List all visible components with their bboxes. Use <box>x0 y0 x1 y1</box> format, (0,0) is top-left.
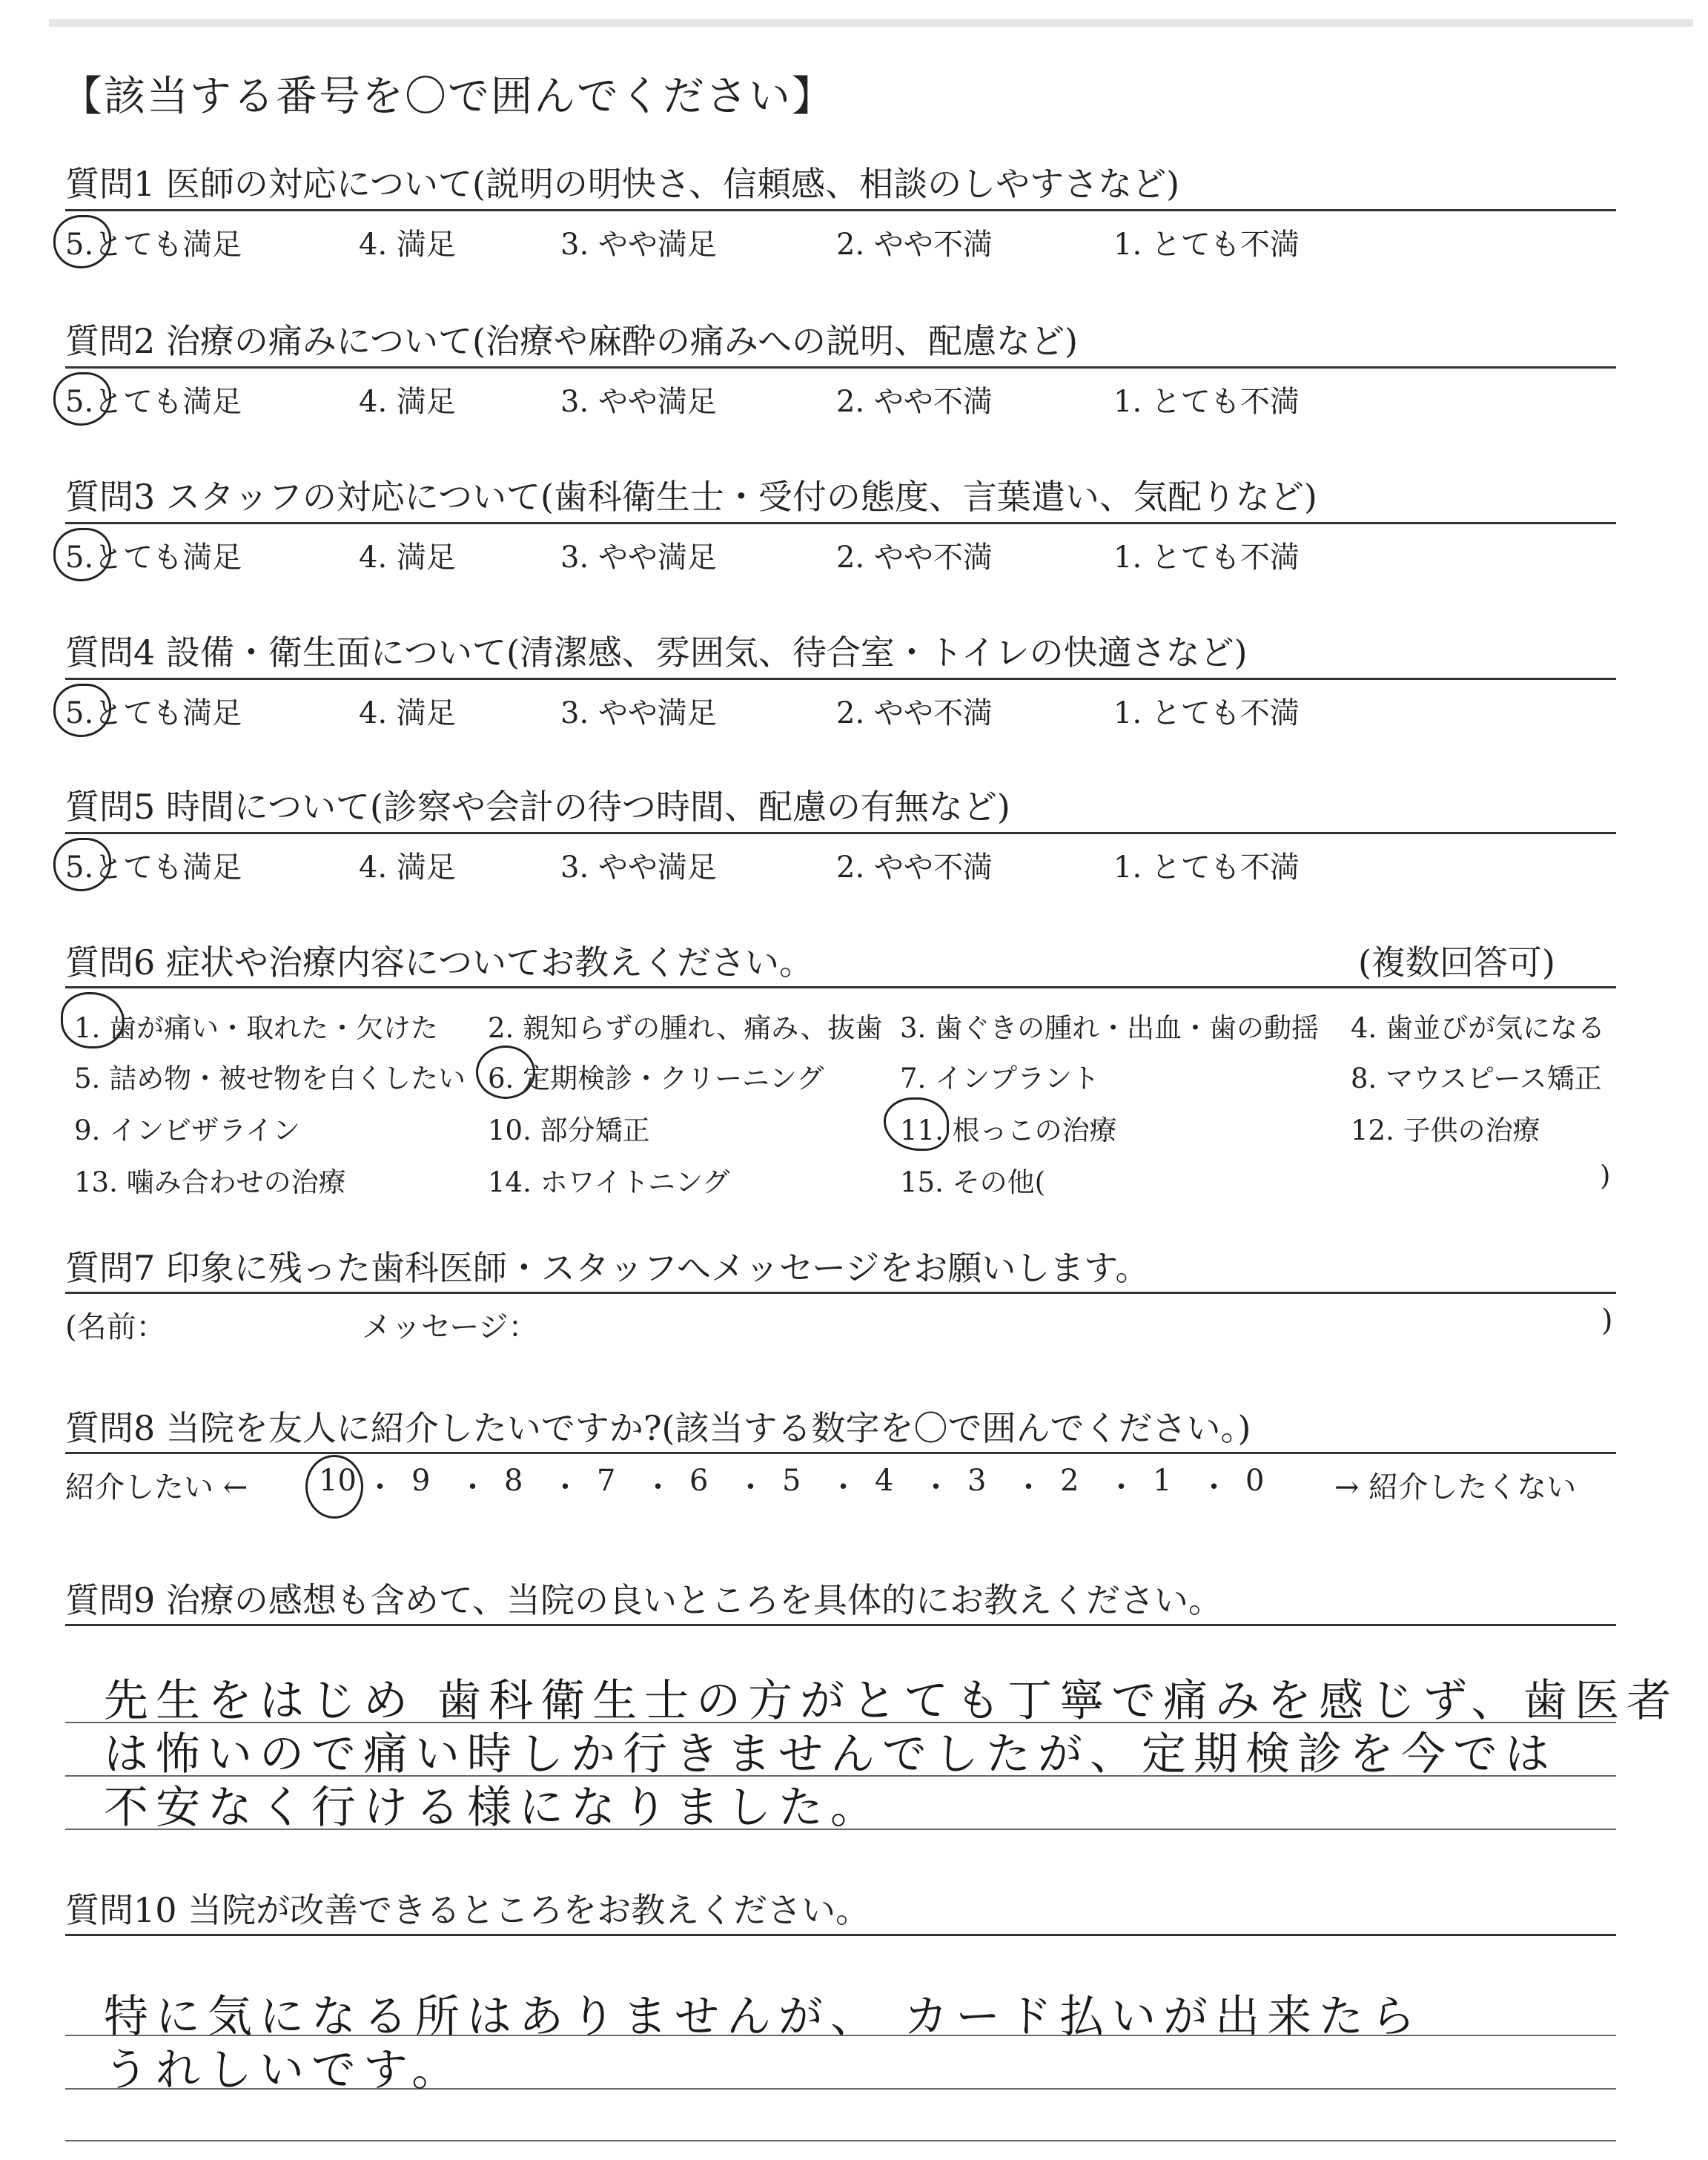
q6-item-14[interactable]: 14. ホワイトニング <box>488 1166 730 1198</box>
q6-selection-circle-11 <box>884 1097 949 1151</box>
q2-title: 質問2 治療の痛みについて(治療や麻酔の痛みへの説明、配慮など) <box>65 321 1078 361</box>
q10-writing-line-3 <box>65 2140 1616 2141</box>
q9-title: 質問9 治療の感想も含めて、当院の良いところを具体的にお教えください。 <box>65 1580 1222 1620</box>
q4-option-4[interactable]: 4. 満足 <box>359 696 456 730</box>
q4-option-2[interactable]: 2. やや不満 <box>836 696 993 730</box>
q7-close-paren: ) <box>1601 1304 1613 1338</box>
q10-answer-line-1: 特に気になる所はありませんが、 カード払いが出来たら <box>104 1991 1423 2043</box>
q4-rule <box>65 678 1616 680</box>
q8-scale-value[interactable]: 1 <box>1153 1464 1172 1498</box>
q9-rule <box>65 1624 1616 1626</box>
q5-option-2[interactable]: 2. やや不満 <box>836 851 993 885</box>
q10-answer-line-2: うれしいです。 <box>104 2044 464 2096</box>
q4-title: 質問4 設備・衛生面について(清潔感、雰囲気、待合室・トイレの快適さなど) <box>65 633 1248 673</box>
q4-option-5[interactable]: 5.とても満足 <box>65 696 242 730</box>
q5-rule <box>65 832 1616 834</box>
q8-scale-value[interactable]: 2 <box>1060 1464 1079 1498</box>
q8-scale-value[interactable]: 3 <box>967 1464 987 1498</box>
q9-answer-line-2: は怖いので痛い時しか行きませんでしたが、定期検診を今では <box>104 1728 1557 1780</box>
q6-item-8[interactable]: 8. マウスピース矯正 <box>1351 1063 1602 1094</box>
q2-option-2[interactable]: 2. やや不満 <box>836 385 993 419</box>
q8-scale-separator: ・ <box>643 1470 673 1505</box>
q8-scale-value[interactable]: 10 <box>319 1464 357 1498</box>
q6-item-13[interactable]: 13. 噛み合わせの治療 <box>74 1166 346 1198</box>
q6-item-7[interactable]: 7. インプラント <box>900 1063 1100 1094</box>
q3-option-3[interactable]: 3. やや満足 <box>560 541 717 575</box>
q9-answer-line-1: 先生をはじめ 歯科衛生士の方がとても丁寧で痛みを感じず、歯医者 <box>104 1675 1679 1727</box>
q6-item-11[interactable]: 11. 根っこの治療 <box>900 1114 1117 1146</box>
q3-option-5[interactable]: 5.とても満足 <box>65 541 242 575</box>
q5-option-1[interactable]: 1. とても不満 <box>1113 851 1300 885</box>
q6-item-6[interactable]: 6. 定期検診・クリーニング <box>488 1063 824 1094</box>
q8-scale-separator: ・ <box>1199 1470 1229 1505</box>
q8-scale-separator: ・ <box>1106 1470 1136 1505</box>
q6-item-10[interactable]: 10. 部分矯正 <box>488 1114 650 1146</box>
scan-edge <box>49 19 1693 27</box>
q6-selection-circle-6 <box>476 1046 535 1099</box>
q8-right-label: → 紹介したくない <box>1334 1470 1577 1505</box>
q3-rule <box>65 522 1616 524</box>
q10-rule <box>65 1934 1616 1936</box>
q5-option-3[interactable]: 3. やや満足 <box>560 851 717 885</box>
q6-selection-circle-1 <box>61 992 125 1048</box>
q6-item-15[interactable]: 15. その他( <box>900 1166 1046 1198</box>
q2-option-4[interactable]: 4. 満足 <box>359 385 456 419</box>
q6-item-4[interactable]: 4. 歯並びが気になる <box>1351 1012 1606 1044</box>
q6-item-3[interactable]: 3. 歯ぐきの腫れ・出血・歯の動揺 <box>900 1012 1320 1044</box>
q8-scale-separator: ・ <box>1013 1470 1044 1505</box>
q8-left-label: 紹介したい ← <box>65 1470 248 1505</box>
q1-title: 質問1 医師の対応について(説明の明快さ、信頼感、相談のしやすさなど) <box>65 164 1180 204</box>
q8-scale-value[interactable]: 5 <box>782 1464 801 1498</box>
q7-title: 質問7 印象に残った歯科医師・スタッフへメッセージをお願いします。 <box>65 1248 1150 1288</box>
q10-title: 質問10 当院が改善できるところをお教えください。 <box>65 1890 870 1930</box>
q8-rule <box>65 1452 1616 1454</box>
q7-name-label: (名前： <box>65 1310 166 1344</box>
q1-option-5[interactable]: 5.とても満足 <box>65 228 242 262</box>
q5-option-4[interactable]: 4. 満足 <box>359 851 456 885</box>
q6-item-9[interactable]: 9. インビザライン <box>74 1114 300 1146</box>
q8-scale-value[interactable]: 0 <box>1245 1464 1265 1498</box>
q8-scale-value[interactable]: 4 <box>875 1464 894 1498</box>
q3-option-2[interactable]: 2. やや不満 <box>836 541 993 575</box>
q6-rule <box>65 986 1616 988</box>
q5-option-5[interactable]: 5.とても満足 <box>65 851 242 885</box>
q8-scale-value[interactable]: 9 <box>411 1464 431 1498</box>
q4-option-1[interactable]: 1. とても不満 <box>1113 696 1300 730</box>
q6-title: 質問6 症状や治療内容についてお教えください。 <box>65 942 813 982</box>
q3-option-4[interactable]: 4. 満足 <box>359 541 456 575</box>
q3-option-1[interactable]: 1. とても不満 <box>1113 541 1300 575</box>
q1-option-4[interactable]: 4. 満足 <box>359 228 456 262</box>
q7-rule <box>65 1292 1616 1294</box>
q2-rule <box>65 366 1616 369</box>
q1-option-1[interactable]: 1. とても不満 <box>1113 228 1300 262</box>
q8-title: 質問8 当院を友人に紹介したいですか?(該当する数字を〇で囲んでください。) <box>65 1408 1251 1448</box>
page-heading: 【該当する番号を〇で囲んでください】 <box>61 73 835 121</box>
q6-note: (複数回答可) <box>1358 942 1555 982</box>
q8-scale-value[interactable]: 6 <box>689 1464 709 1498</box>
q8-scale-separator: ・ <box>828 1470 858 1505</box>
q7-message-label: メッセージ： <box>362 1310 538 1344</box>
q2-option-3[interactable]: 3. やや満足 <box>560 385 717 419</box>
q1-rule <box>65 209 1616 211</box>
q6-item-1[interactable]: 1. 歯が痛い・取れた・欠けた <box>74 1012 439 1044</box>
q8-scale-value[interactable]: 7 <box>597 1464 616 1498</box>
q4-option-3[interactable]: 3. やや満足 <box>560 696 717 730</box>
q1-option-2[interactable]: 2. やや不満 <box>836 228 993 262</box>
q6-item-12[interactable]: 12. 子供の治療 <box>1351 1114 1540 1146</box>
q3-title: 質問3 スタッフの対応について(歯科衛生士・受付の態度、言葉遣い、気配りなど) <box>65 477 1317 517</box>
q6-item-2[interactable]: 2. 親知らずの腫れ、痛み、抜歯 <box>488 1012 883 1044</box>
q9-answer-line-3: 不安なく行ける様になりました。 <box>104 1782 882 1834</box>
q6-item-5[interactable]: 5. 詰め物・被せ物を白くしたい <box>74 1063 466 1094</box>
q8-selection-circle <box>305 1455 363 1519</box>
q6-item-15-close: ) <box>1600 1160 1611 1192</box>
q8-scale-separator: ・ <box>921 1470 951 1505</box>
q1-option-3[interactable]: 3. やや満足 <box>560 228 717 262</box>
q8-scale-separator: ・ <box>735 1470 766 1505</box>
q2-option-5[interactable]: 5.とても満足 <box>65 385 242 419</box>
q8-scale-separator: ・ <box>365 1470 395 1505</box>
q2-option-1[interactable]: 1. とても不満 <box>1113 385 1300 419</box>
q5-title: 質問5 時間について(診察や会計の待つ時間、配慮の有無など) <box>65 787 1010 827</box>
q8-scale-separator: ・ <box>457 1470 488 1505</box>
q8-scale-value[interactable]: 8 <box>504 1464 523 1498</box>
q8-scale-separator: ・ <box>550 1470 580 1505</box>
